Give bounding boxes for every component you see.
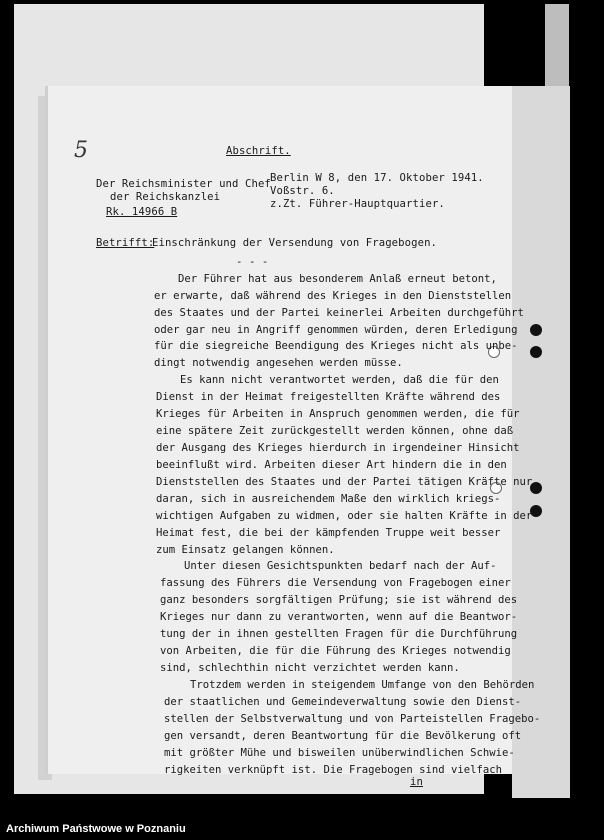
archive-footer — [0, 820, 604, 840]
body-line: dingt notwendig angesehen werden müsse. — [154, 357, 403, 369]
body-line: für die siegreiche Beendigung des Krieges nicht als unbe- — [154, 340, 518, 352]
body-line: beeinflußt wird. Arbeiten dieser Art hindern die in den — [156, 459, 507, 471]
body-line: mit größter Mühe und bisweilen unüberwindlichen Schwie- — [164, 747, 515, 759]
subject-label: Betrifft: — [96, 237, 155, 249]
body-line: eine spätere Zeit zurückgestellt werden können, ohne daß — [156, 425, 514, 437]
body-line: der staatlichen und Gemeindeverwaltung sowie den Dienst- — [164, 696, 522, 708]
body-line: daran, sich in ausreichendem Maße den wirklich kriegs- — [156, 493, 501, 505]
sender-line1: Der Reichsminister und Chef — [96, 178, 271, 190]
body-line: Krieges nur dann zu verantworten, wenn auf die Beantwor- — [160, 611, 518, 623]
street-address: Voßstr. 6. — [270, 185, 335, 197]
body-line: Der Führer hat aus besonderem Anlaß erneut betont, — [178, 273, 497, 285]
body-line: fassung des Führers die Versendung von Fragebogen einer — [160, 577, 511, 589]
document-title: Abschrift. — [226, 145, 291, 157]
separator: - - - — [236, 256, 269, 268]
folder-edge — [512, 86, 570, 798]
place-date: Berlin W 8, den 17. Oktober 1941. — [270, 172, 484, 184]
body-line: stellen der Selbstverwaltung und von Parteistellen Fragebo- — [164, 713, 541, 725]
body-line: Trotzdem werden in steigendem Umfange von den Behörden — [190, 679, 535, 691]
body-line: Krieges für Arbeiten in Anspruch genommen werden, die für — [156, 408, 520, 420]
punch-hole-icon — [530, 346, 542, 358]
body-line: Es kann nicht verantwortet werden, daß die für den — [180, 374, 499, 386]
body-line: Dienststellen des Staates und der Partei tätigen Kräfte nur — [156, 476, 533, 488]
body-line: oder gar neu in Angriff genommen würden, deren Erledigung — [154, 324, 518, 336]
body-line: zum Einsatz gelangen können. — [156, 544, 335, 556]
body-line: Heimat fest, die bei der kämpfenden Truppe weit besser — [156, 527, 501, 539]
body-line: rigkeiten verknüpft ist. Die Fragebogen sind vielfach — [164, 764, 503, 776]
reference-number: Rk. 14966 B — [106, 206, 178, 218]
punch-hole-icon — [530, 324, 542, 336]
sender-line2: der Reichskanzlei — [110, 191, 221, 203]
body-line: tung der in ihnen gestellten Fragen für die Durchführung — [160, 628, 518, 640]
body-line: von Arbeiten, die für die Führung des Krieges notwendig — [160, 645, 511, 657]
body-line: er erwarte, daß während des Krieges in den Dienststellen — [154, 290, 512, 302]
body-line: gen versandt, deren Beantwortung für die Bevölkerung oft — [164, 730, 522, 742]
body-line: des Staates und der Partei keinerlei Arbeiten durchgeführt — [154, 307, 524, 319]
body-line: sind, schlechthin nicht verzichtet werden kann. — [160, 662, 460, 674]
body-line: wichtigen Aufgaben zu widmen, oder sie halten Kräfte in der — [156, 510, 533, 522]
archive-name: Archiwum Państwowe w Poznaniu — [6, 823, 186, 835]
current-location: z.Zt. Führer-Hauptquartier. — [270, 198, 445, 210]
subject-text: Einschränkung der Versendung von Fragebogen. — [152, 237, 438, 249]
body-line: Dienst in der Heimat freigestellten Kräfte während des — [156, 391, 501, 403]
handwritten-page-number: 5 — [74, 138, 88, 163]
body-line: der Ausgang des Krieges hierdurch in irgendeiner Hinsicht — [156, 442, 520, 454]
body-line: ganz besonders sorgfältigen Prüfung; sie ist während des — [160, 594, 518, 606]
catchword: in — [410, 776, 423, 788]
body-line: Unter diesen Gesichtspunkten bedarf nach der Auf- — [184, 560, 497, 572]
